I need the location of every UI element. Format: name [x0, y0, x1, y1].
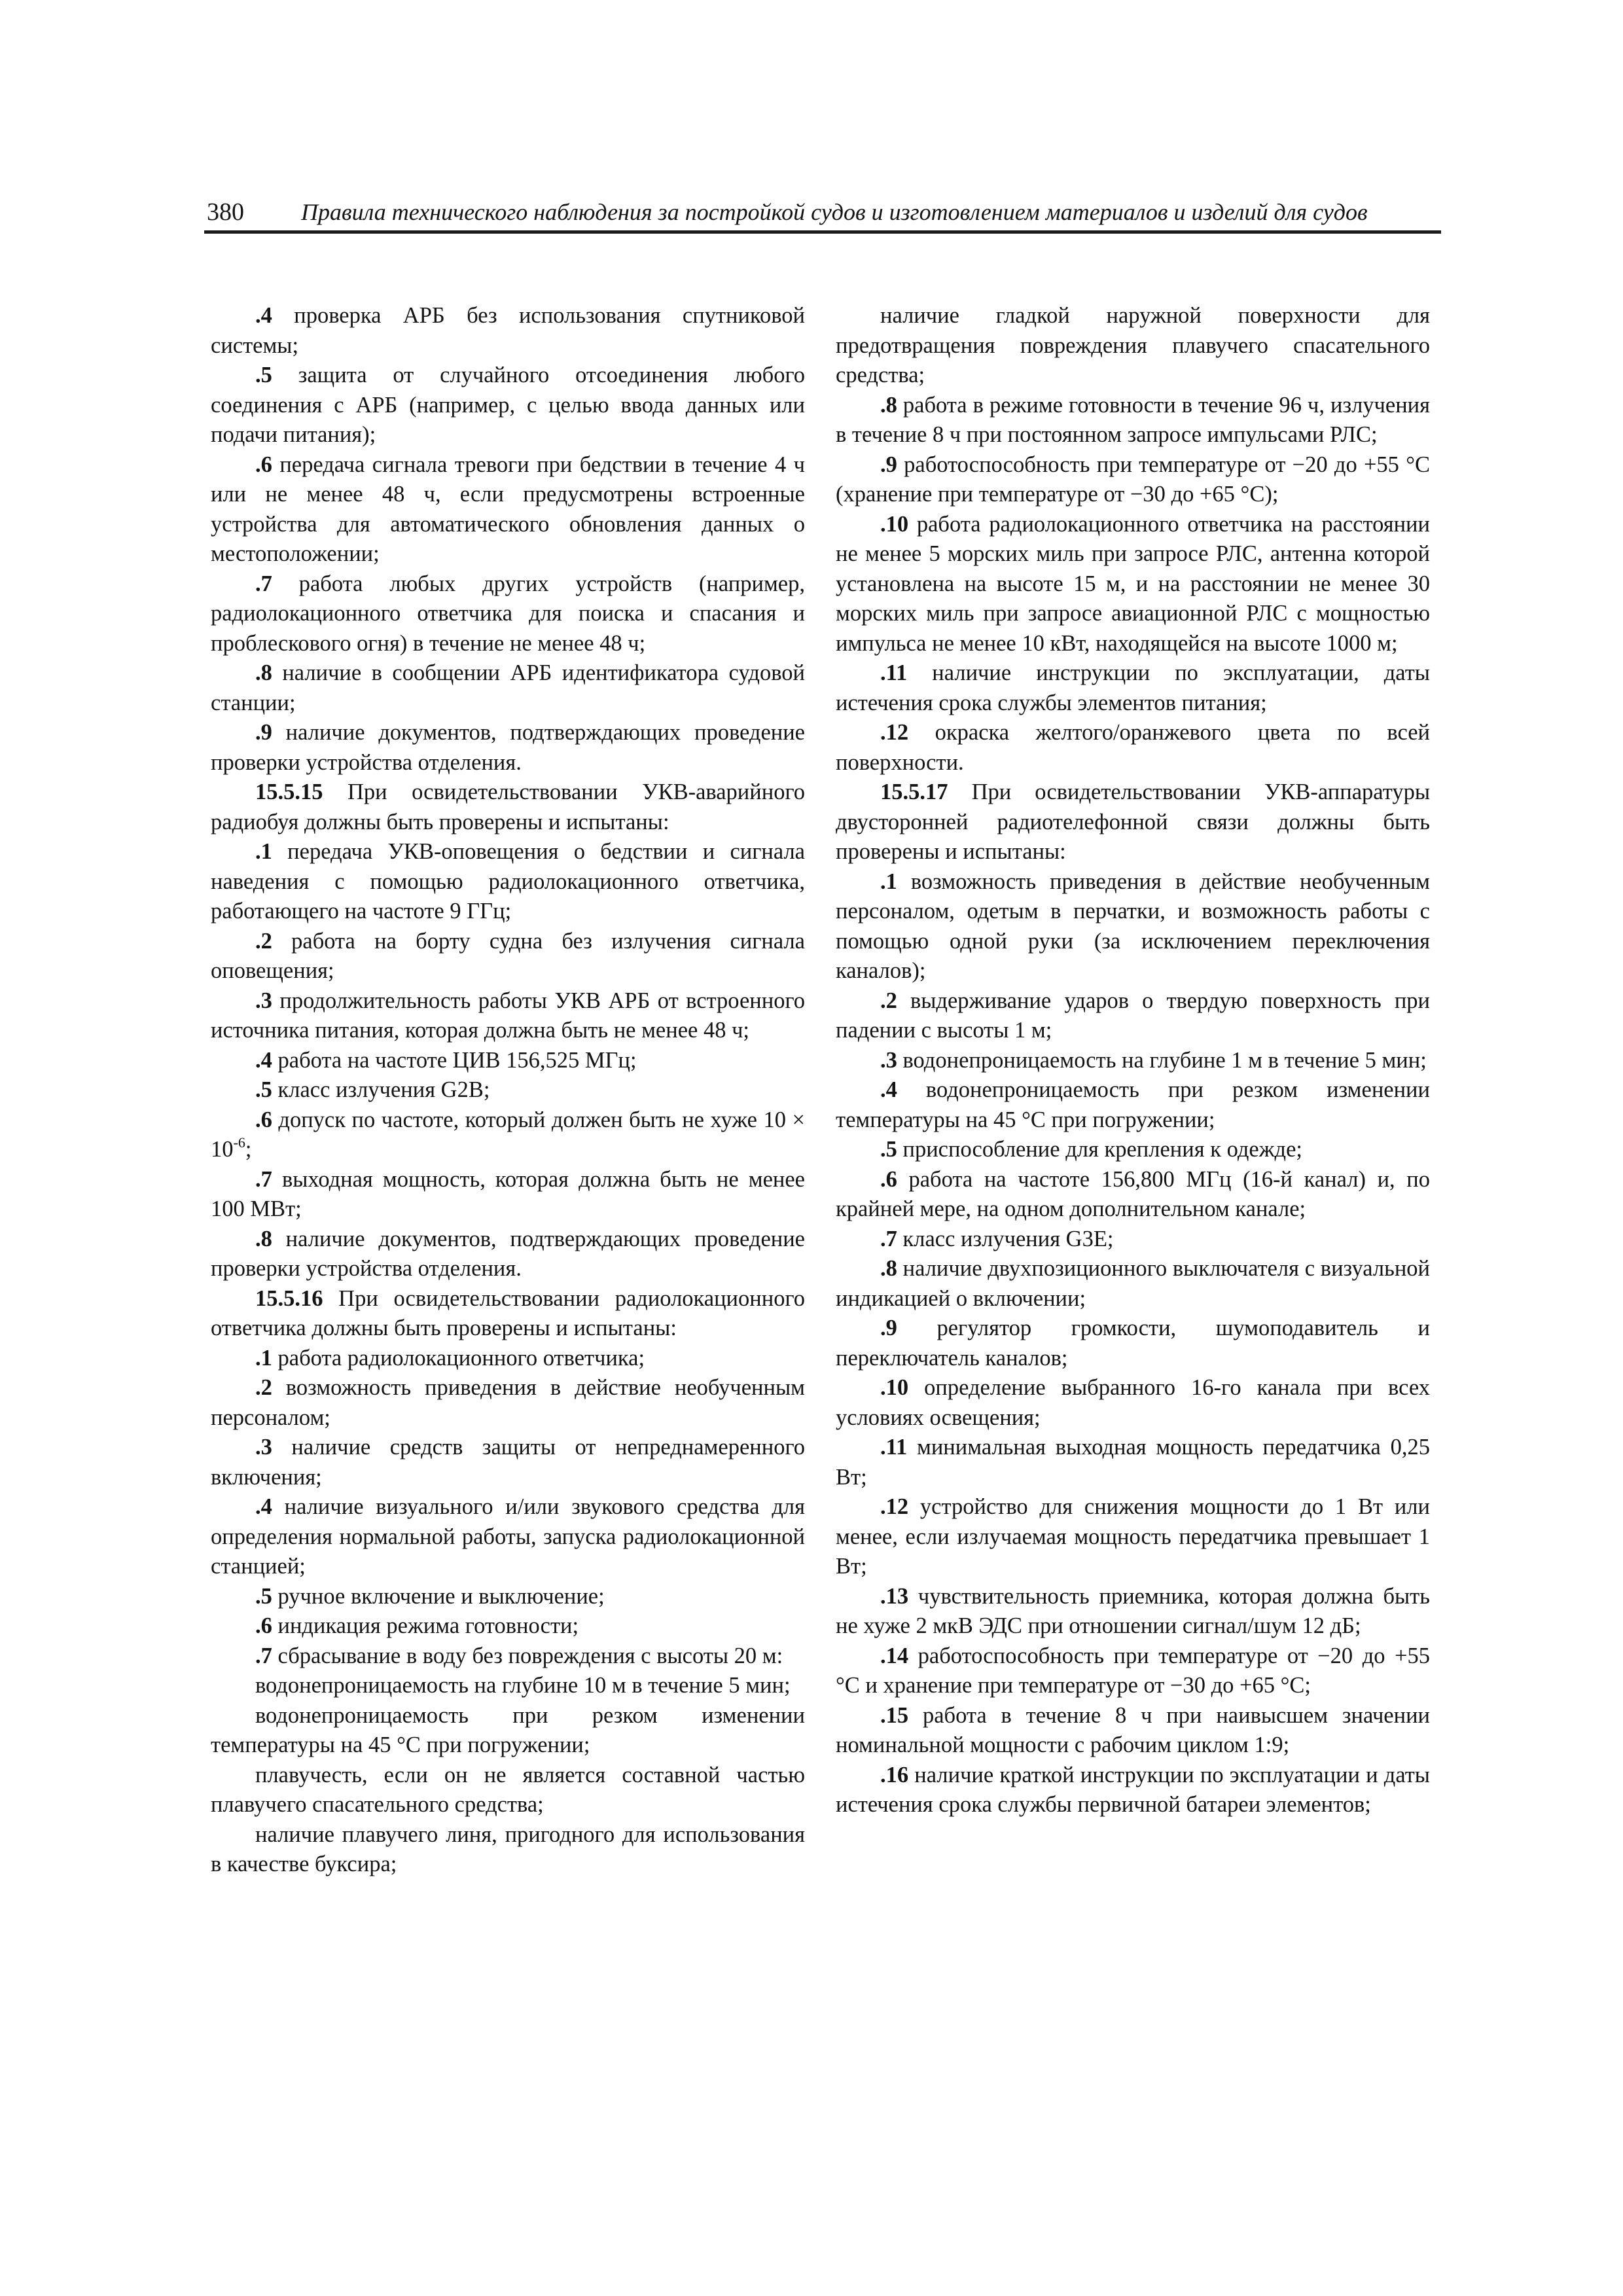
item-number: .10 — [880, 1375, 909, 1400]
paragraph-text: водонепроницаемость при резком изменении температуры на 45 °С при погружении; — [836, 1077, 1430, 1132]
running-title: Правила технического наблюдения за постройкой судов и изготовлением материалов и изделий для судов — [301, 199, 1368, 225]
paragraph — [836, 1701, 1430, 1761]
item-number: .6 — [255, 1613, 272, 1638]
item-number: .16 — [880, 1762, 909, 1787]
paragraph — [211, 1373, 805, 1433]
paragraph-text: работа на частоте 156,800 МГц (16-й канал) и, по крайней мере, на одном дополнительном канале; — [836, 1166, 1430, 1221]
paragraph-text: передача УКВ-оповещения о бедствии и сигнала наведения с помощью радиолокационного ответчика, работающего на частоте 9 ГГц; — [211, 839, 805, 924]
paragraph — [211, 450, 805, 569]
paragraph — [211, 1701, 805, 1761]
paragraph-text: При освидетельствовании УКВ-аппаратуры двусторонней радиотелефонной связи должны быть проверены и испытаны: — [836, 780, 1430, 864]
paragraph-text: работа радиолокационного ответчика; — [272, 1345, 645, 1371]
paragraph — [211, 927, 805, 986]
paragraph-text: работоспособность при температуре от −20 до +55 °С и хранение при температуре от −30 до +65 °С; — [836, 1643, 1430, 1698]
paragraph-text: работа в режиме готовности в течение 96 ч, излучения в течение 8 ч при постоянном запросе импульсами РЛС; — [836, 392, 1430, 447]
paragraph — [211, 1641, 805, 1672]
paragraph — [211, 986, 805, 1046]
paragraph — [836, 1225, 1430, 1255]
paragraph — [836, 986, 1430, 1046]
paragraph-text: ручное включение и выключение; — [272, 1583, 605, 1609]
paragraph — [211, 1344, 805, 1374]
item-number: .6 — [880, 1166, 897, 1192]
paragraph-text: работа на частоте ЦИВ 156,525 МГц; — [272, 1047, 637, 1073]
item-number: .8 — [255, 1226, 272, 1251]
paragraph-text: наличие двухпозиционного выключателя с визуальной индикацией о включении; — [836, 1256, 1430, 1311]
paragraph-text: приспособление для крепления к одежде; — [897, 1137, 1303, 1162]
paragraph — [211, 1582, 805, 1612]
item-number: .11 — [880, 1435, 908, 1460]
paragraph-text: наличие средств защиты от непреднамеренного включения; — [211, 1435, 805, 1490]
paragraph-text: возможность приведения в действие необученным персоналом, одетым в перчатки, и возможность работы с помощью одной руки (за исключением переключения каналов); — [836, 869, 1430, 983]
paragraph — [836, 1373, 1430, 1433]
item-number: .10 — [880, 511, 909, 537]
paragraph — [211, 1761, 805, 1820]
paragraph-text: наличие визуального и/или звукового средства для определения нормальной работы, запуска радиолокационной станцией; — [211, 1494, 805, 1579]
item-number: .11 — [880, 660, 908, 685]
item-number: .9 — [880, 1316, 897, 1340]
paragraph-text: регулятор громкости, шумоподавитель и переключатель каналов; — [836, 1316, 1430, 1371]
paragraph — [836, 1254, 1430, 1314]
paragraph — [211, 1284, 805, 1344]
item-number: .12 — [880, 720, 909, 745]
paragraph-text: работа любых других устройств (например, радиолокационного ответчика для поиска и спасания и проблескового огня) в течение не менее 48 ч; — [211, 571, 805, 656]
item-number: .4 — [255, 303, 272, 328]
item-number: .5 — [255, 1077, 272, 1102]
paragraph — [211, 658, 805, 718]
paragraph-text: водонепроницаемость при резком изменении температуры на 45 °С при погружении; — [211, 1702, 805, 1757]
paragraph — [836, 1314, 1430, 1373]
paragraph — [211, 778, 805, 837]
paragraph-text: выходная мощность, которая должна быть не менее 100 МВт; — [211, 1166, 805, 1221]
paragraph — [211, 1225, 805, 1284]
paragraph-text: класс излучения G2B; — [272, 1077, 490, 1102]
item-number: .2 — [255, 1375, 272, 1400]
paragraph — [836, 450, 1430, 510]
paragraph-text: водонепроницаемость на глубине 10 м в течение 5 мин; — [255, 1673, 791, 1698]
paragraph-text: сбрасывание в воду без повреждения с высоты 20 м: — [272, 1643, 783, 1668]
paragraph — [836, 391, 1430, 450]
paragraph — [211, 1671, 805, 1701]
item-number: .5 — [880, 1137, 897, 1162]
item-number: .12 — [880, 1494, 909, 1519]
paragraph — [211, 1820, 805, 1880]
item-number: .1 — [255, 839, 272, 864]
item-number: .5 — [255, 363, 272, 387]
item-number: .7 — [255, 571, 272, 596]
item-number: .8 — [880, 1256, 897, 1281]
paragraph-text: допуск по частоте, который должен быть не хуже 10 × 10 — [211, 1107, 805, 1162]
paragraph — [836, 1135, 1430, 1165]
item-number: .8 — [880, 392, 897, 418]
item-number: 15.5.17 — [880, 780, 948, 804]
item-number: .14 — [880, 1643, 909, 1668]
item-number: .4 — [880, 1077, 897, 1102]
paragraph — [836, 867, 1430, 986]
paragraph-text: наличие плавучего линя, пригодного для использования в качестве буксира; — [211, 1821, 805, 1876]
paragraph — [836, 1046, 1430, 1076]
paragraph-text: водонепроницаемость на глубине 1 м в течение 5 мин; — [897, 1047, 1427, 1073]
paragraph-text: наличие в сообщении АРБ идентификатора судовой станции; — [211, 660, 805, 715]
paragraph-text: класс излучения G3E; — [897, 1226, 1114, 1251]
paragraph — [211, 1611, 805, 1641]
item-number: .4 — [255, 1494, 272, 1519]
paragraph — [211, 718, 805, 778]
page-header — [204, 198, 1441, 234]
paragraph-text: наличие документов, подтверждающих проведение проверки устройства отделения. — [211, 720, 805, 775]
item-number: .6 — [255, 1107, 272, 1132]
paragraph — [211, 837, 805, 927]
paragraph — [836, 1492, 1430, 1582]
item-number: .1 — [880, 869, 897, 894]
paragraph-text: наличие гладкой наружной поверхности для предотвращения повреждения плавучего спасательного средства; — [836, 303, 1430, 387]
item-number: .5 — [255, 1583, 272, 1609]
paragraph — [836, 1761, 1430, 1820]
paragraph-text: работа радиолокационного ответчика на расстоянии не менее 5 морских миль при запросе РЛС, антенна которой установлена на высоте 15 м, и на расстоянии не менее 30 морских миль при запросе авиационной РЛС с мощностью импульса не менее 10 кВт, находящейся на высоте 1000 м; — [836, 511, 1430, 656]
item-number: .13 — [880, 1583, 909, 1609]
item-number: .9 — [255, 720, 272, 745]
right-column — [836, 301, 1430, 1820]
item-number: .9 — [880, 452, 897, 477]
item-number: .3 — [880, 1047, 897, 1073]
paragraph-tail: ; — [245, 1137, 252, 1162]
paragraph-text: устройство для снижения мощности до 1 Вт или менее, если излучаемая мощность передатчика превышает 1 Вт; — [836, 1494, 1430, 1579]
paragraph — [211, 1075, 805, 1105]
paragraph — [211, 569, 805, 659]
exponent: -6 — [233, 1134, 245, 1151]
paragraph-text: наличие инструкции по эксплуатации, даты истечения срока службы элементов питания; — [836, 660, 1430, 715]
item-number: 15.5.16 — [255, 1285, 323, 1311]
left-column — [211, 301, 805, 1880]
paragraph — [836, 301, 1430, 391]
item-number: 15.5.15 — [255, 780, 323, 804]
paragraph-text: проверка АРБ без использования спутниковой системы; — [211, 303, 805, 358]
item-number: .2 — [880, 988, 897, 1013]
item-number: .7 — [880, 1226, 897, 1251]
paragraph — [211, 1492, 805, 1582]
paragraph — [211, 1046, 805, 1076]
item-number: .15 — [880, 1702, 909, 1728]
paragraph — [836, 1433, 1430, 1492]
paragraph-text: окраска желтого/оранжевого цвета по всей поверхности. — [836, 720, 1430, 775]
paragraph — [836, 510, 1430, 659]
paragraph-text: При освидетельствовании УКВ-аварийного радиобуя должны быть проверены и испытаны: — [211, 780, 805, 834]
paragraph — [211, 1433, 805, 1492]
paragraph-text: минимальная выходная мощность передатчика 0,25 Вт; — [836, 1435, 1430, 1490]
paragraph — [836, 718, 1430, 778]
item-number: .8 — [255, 660, 272, 685]
paragraph — [836, 1582, 1430, 1641]
item-number: .1 — [255, 1345, 272, 1371]
item-number: .2 — [255, 928, 272, 954]
paragraph — [211, 1105, 805, 1165]
paragraph-text: защита от случайного отсоединения любого соединения с АРБ (например, с целью ввода данных или подачи питания); — [211, 363, 805, 447]
paragraph-text: индикация режима готовности; — [272, 1613, 579, 1638]
paragraph-text: определение выбранного 16-го канала при всех условиях освещения; — [836, 1375, 1430, 1430]
paragraph-text: чувствительность приемника, которая должна быть не хуже 2 мкВ ЭДС при отношении сигнал/шум 12 дБ; — [836, 1583, 1430, 1638]
paragraph-text: выдерживание ударов о твердую поверхность при падении с высоты 1 м; — [836, 988, 1430, 1043]
paragraph-text: продолжительность работы УКВ АРБ от встроенного источника питания, которая должна быть не менее 48 ч; — [211, 988, 805, 1043]
item-number: .6 — [255, 452, 272, 477]
paragraph — [836, 658, 1430, 718]
paragraph — [836, 1165, 1430, 1225]
paragraph — [211, 361, 805, 450]
paragraph-text: работа в течение 8 ч при наивысшем значении номинальной мощности с рабочим циклом 1:9; — [836, 1702, 1430, 1757]
item-number: .4 — [255, 1047, 272, 1073]
paragraph — [211, 1165, 805, 1225]
paragraph-text: работа на борту судна без излучения сигнала оповещения; — [211, 928, 805, 983]
paragraph — [836, 778, 1430, 867]
paragraph-text: плавучесть, если он не является составной частью плавучего спасательного средства; — [211, 1762, 805, 1817]
page-number: 380 — [207, 198, 244, 226]
paragraph-text: возможность приведения в действие необученным персоналом; — [211, 1375, 805, 1430]
item-number: .7 — [255, 1166, 272, 1192]
item-number: .3 — [255, 988, 272, 1013]
paragraph-text: наличие документов, подтверждающих проведение проверки устройства отделения. — [211, 1226, 805, 1281]
paragraph-text: работоспособность при температуре от −20 до +55 °С (хранение при температуре от −30 до +65 °С); — [836, 452, 1430, 507]
paragraph — [836, 1641, 1430, 1701]
paragraph-text: При освидетельствовании радиолокационного ответчика должны быть проверены и испытаны: — [211, 1285, 805, 1340]
item-number: .7 — [255, 1643, 272, 1668]
paragraph — [836, 1075, 1430, 1135]
paragraph-text: передача сигнала тревоги при бедствии в течение 4 ч или не менее 48 ч, если предусмотрены встроенные устройства для автоматического обновления данных о местоположении; — [211, 452, 805, 566]
item-number: .3 — [255, 1435, 272, 1460]
paragraph — [211, 301, 805, 361]
paragraph-text: наличие краткой инструкции по эксплуатации и даты истечения срока службы первичной батареи элементов; — [836, 1762, 1430, 1817]
